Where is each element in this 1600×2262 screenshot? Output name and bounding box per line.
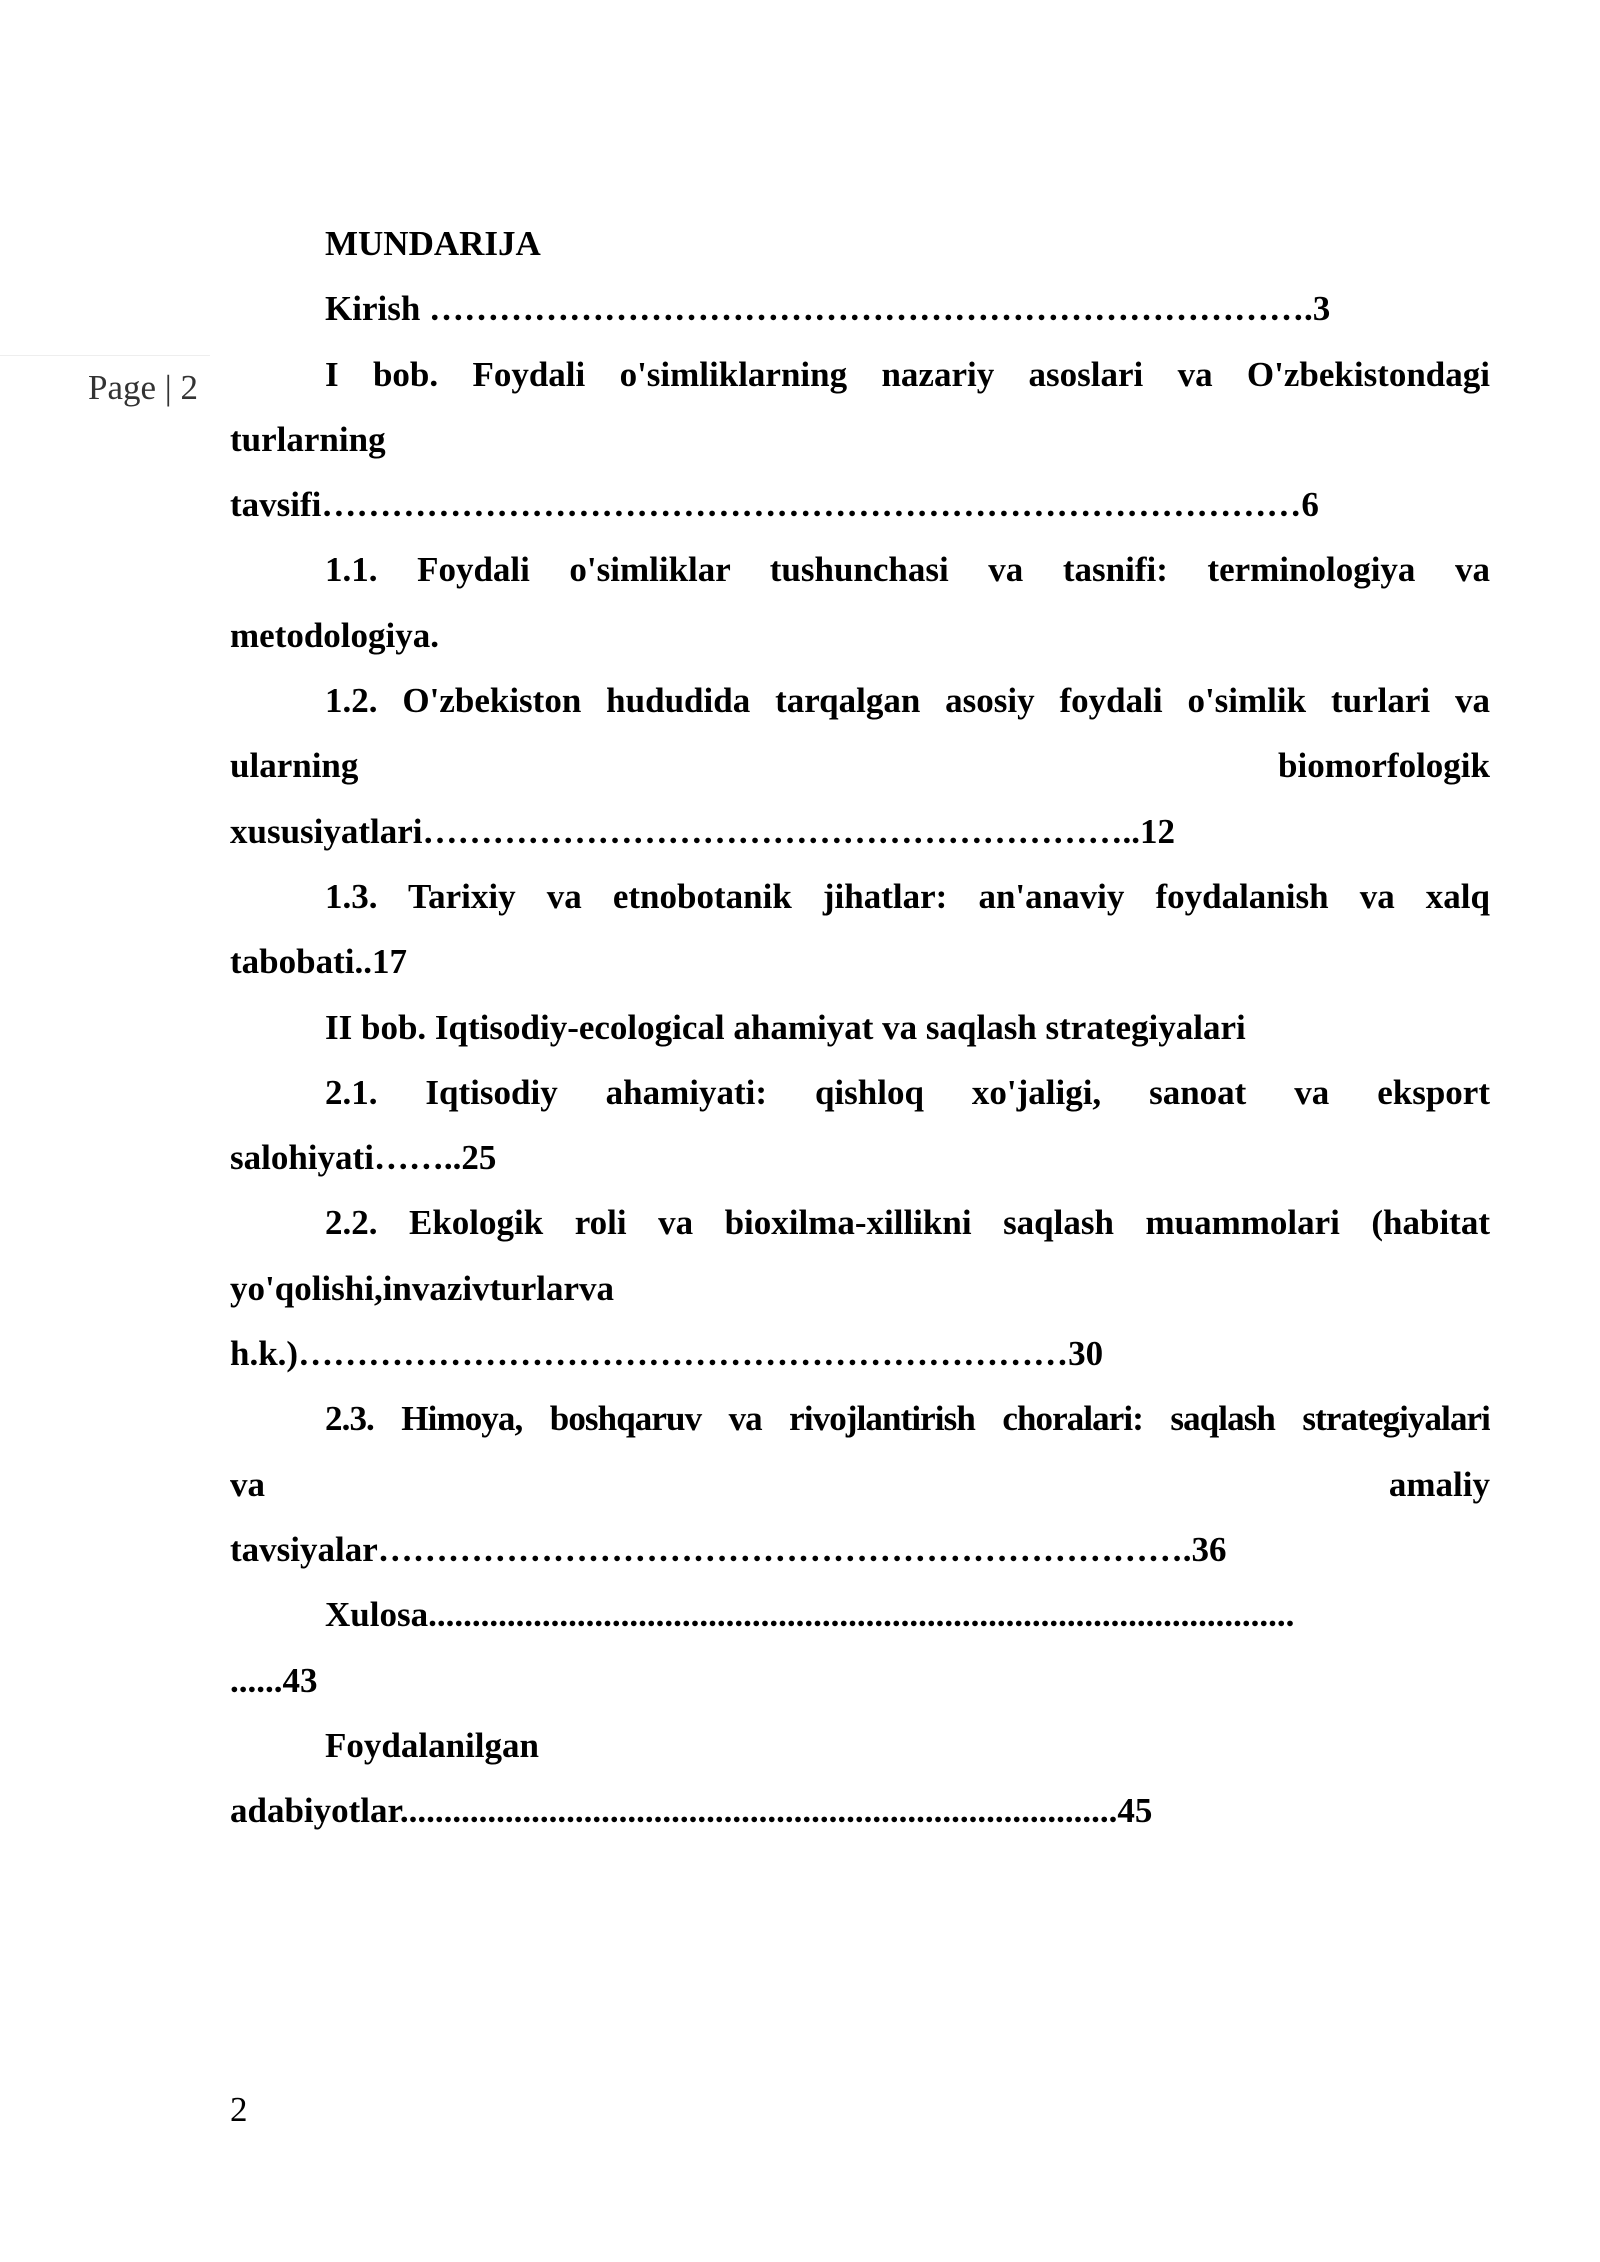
toc-entry-chapter-1-page: tavsifi…………………………………………………………………………6 — [230, 485, 1319, 525]
page-marker-label: Page | 2 — [88, 368, 199, 407]
toc-entry-adabiyotlar: Foydalanilgan — [325, 1725, 539, 1765]
toc-entry-2-1: 2.1. Iqtisodiy ahamiyati: qishloq xo'jaligi, sanoat va eksport — [325, 1072, 1490, 1112]
toc-entry-1-2-cont — [230, 733, 1490, 798]
toc-entry-2-3: 2.3. Himoya, boshqaruv va rivojlantirish choralari: saqlash strategiyalari — [325, 1399, 1490, 1439]
page-marker — [0, 355, 210, 411]
toc-entry-2-3-right: amaliy — [1388, 1464, 1490, 1504]
toc-title: MUNDARIJA — [325, 224, 541, 263]
toc-entry-2-2-page: h.k.)…………………………………………………………30 — [230, 1334, 1104, 1374]
toc-entry-2-2: 2.2. Ekologik roli va bioxilma-xillikni saqlash muammolari (habitat — [325, 1203, 1490, 1243]
toc-entry-kirish: Kirish ………………………………………………………………….3 — [325, 289, 1331, 329]
toc-entry-2-2-cont: yo'qolishi,invazivturlarva — [230, 1268, 615, 1308]
toc-entry-chapter-2: II bob. Iqtisodiy-ecological ahamiyat va saqlash strategiyalari — [325, 1007, 1246, 1047]
toc-entry-2-1-page: salohiyati……..25 — [230, 1138, 497, 1178]
table-of-contents — [230, 211, 1490, 1843]
toc-entry-chapter-1: I bob. Foydali o'simliklarning nazariy asoslari va O'zbekistondagi — [325, 354, 1490, 394]
toc-entry-2-3-left: va — [230, 1464, 265, 1504]
toc-entry-xulosa-page: ......43 — [230, 1660, 318, 1700]
toc-entry-1-2-left: ularning — [230, 746, 359, 786]
toc-entry-2-3-page: tavsiyalar…………………………………………………………….36 — [230, 1529, 1227, 1569]
toc-entry-1-2-right: biomorfologik — [1278, 746, 1490, 786]
toc-entry-1-2-page: xususiyatlari……………………………………………………..12 — [230, 811, 1176, 851]
footer-page-number: 2 — [230, 2090, 248, 2129]
toc-entry-1-2: 1.2. O'zbekiston hududida tarqalgan asosiy foydali o'simlik turlari va — [325, 681, 1490, 721]
toc-entry-xulosa: Xulosa................................................................................................... — [325, 1595, 1295, 1635]
toc-entry-1-1-cont: metodologiya. — [230, 615, 440, 655]
toc-entry-adabiyotlar-page: adabiyotlar..................................................................................45 — [230, 1791, 1153, 1831]
toc-entry-2-3-cont — [230, 1452, 1490, 1517]
toc-entry-chapter-1-cont: turlarning — [230, 419, 386, 459]
toc-entry-1-3-page: tabobati..17 — [230, 942, 407, 982]
toc-entry-1-1: 1.1. Foydali o'simliklar tushunchasi va tasnifi: terminologiya va — [325, 550, 1490, 590]
toc-entry-1-3: 1.3. Tarixiy va etnobotanik jihatlar: an'anaviy foydalanish va xalq — [325, 876, 1490, 916]
